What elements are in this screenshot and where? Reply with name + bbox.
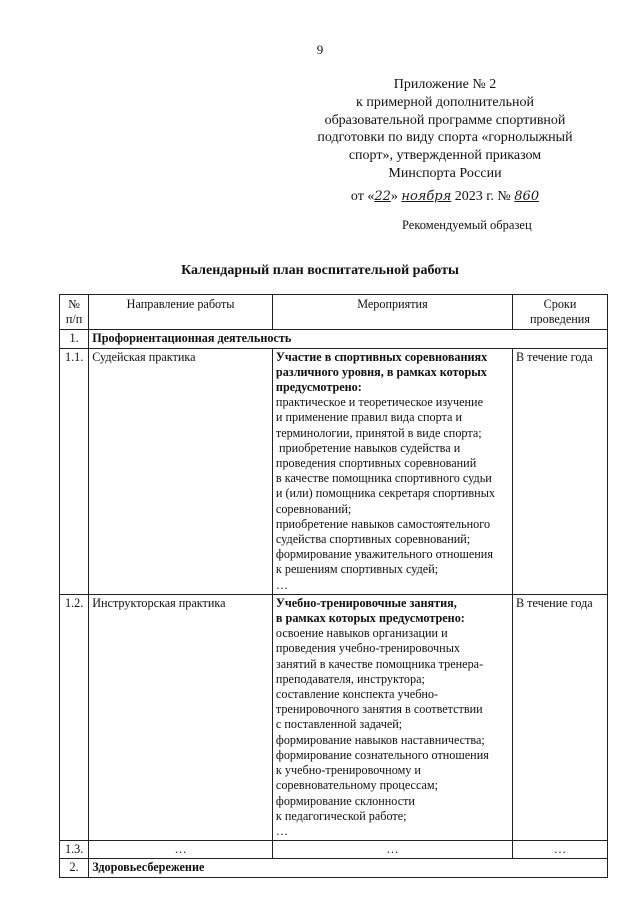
event-line: в качестве помощника спортивного судьи bbox=[275, 471, 492, 486]
event-line: формирование навыков наставничества; bbox=[275, 732, 485, 747]
event-line: к учебно-тренировочному и bbox=[275, 763, 421, 778]
order-month-handwritten: ноября bbox=[401, 189, 452, 204]
row-direction: Инструкторская практика bbox=[89, 594, 273, 840]
event-line: приобретение навыков судейства и bbox=[275, 440, 461, 455]
appendix-block bbox=[300, 76, 590, 183]
event-line: практическое и теоретическое изучение bbox=[275, 395, 483, 410]
event-line: формирование уважительного отношения bbox=[275, 547, 493, 562]
row-terms: … bbox=[512, 841, 607, 859]
event-heading-line: различного уровня, в рамках которых bbox=[275, 364, 487, 379]
document-title: Календарный план воспитательной работы bbox=[181, 263, 459, 278]
order-date-line bbox=[300, 189, 590, 205]
event-line: тренировочного занятия в соответствии bbox=[275, 702, 483, 717]
section-num: 2. bbox=[60, 859, 89, 877]
appendix-line: Минспорта России bbox=[388, 165, 502, 181]
appendix-line: Приложение № 2 bbox=[393, 77, 497, 92]
event-line: приобретение навыков самостоятельного bbox=[275, 516, 491, 531]
row-events: … bbox=[272, 841, 512, 859]
event-line: формирование склонности bbox=[275, 793, 415, 808]
table-row bbox=[60, 841, 608, 859]
section-row bbox=[60, 859, 608, 877]
row-direction: … bbox=[89, 841, 273, 859]
table-row bbox=[60, 594, 608, 840]
appendix-line: к примерной дополнительной bbox=[356, 94, 534, 110]
event-heading-line: Участие в спортивных соревнованиях bbox=[275, 349, 488, 364]
row-num: 1.2. bbox=[60, 594, 89, 840]
event-line: к решениям спортивных судей; bbox=[275, 562, 439, 577]
event-line: и применение правил вида спорта и bbox=[275, 410, 462, 425]
event-line: освоение навыков организации и bbox=[275, 626, 448, 641]
header-terms: Сроки проведения bbox=[512, 295, 607, 330]
page-number: 9 bbox=[316, 42, 324, 57]
appendix-line: спорт», утвержденной приказом bbox=[348, 148, 542, 164]
section-row bbox=[60, 330, 608, 348]
event-line: судейства спортивных соревнований; bbox=[275, 532, 471, 547]
appendix-line: подготовки по виду спорта «горнолыжный bbox=[317, 130, 573, 146]
event-line: и (или) помощника секретаря спортивных bbox=[275, 486, 495, 501]
event-line: к педагогической работе; bbox=[275, 808, 407, 823]
row-events bbox=[272, 594, 512, 840]
header-num: № п/п bbox=[60, 295, 89, 330]
event-line: проведения учебно-тренировочных bbox=[275, 641, 460, 656]
header-events: Мероприятия bbox=[272, 295, 512, 330]
table-row bbox=[60, 348, 608, 594]
row-num: 1.3. bbox=[60, 841, 89, 859]
section-num: 1. bbox=[60, 330, 89, 348]
order-day-handwritten: 22 bbox=[374, 189, 391, 204]
event-line: соревновательному процессам; bbox=[275, 778, 439, 793]
order-mid1: » bbox=[390, 189, 402, 204]
event-line: с поставленной задачей; bbox=[275, 717, 403, 732]
event-line: формирование сознательного отношения bbox=[275, 747, 489, 762]
event-line: … bbox=[275, 577, 289, 592]
event-line: соревнований; bbox=[275, 501, 352, 516]
event-heading-line: в рамках которых предусмотрено: bbox=[275, 611, 465, 626]
order-number-handwritten: 860 bbox=[514, 189, 540, 204]
event-line: терминологии, принятой в виде спорта; bbox=[275, 425, 482, 440]
event-line: … bbox=[275, 823, 289, 838]
section-label: Профориентационная деятельность bbox=[89, 330, 608, 348]
event-line: преподавателя, инструктора; bbox=[275, 671, 425, 686]
plan-table bbox=[59, 294, 608, 878]
event-heading-line: предусмотрено: bbox=[275, 380, 362, 395]
row-events bbox=[272, 348, 512, 594]
header-direction: Направление работы bbox=[89, 295, 273, 330]
row-terms: В течение года bbox=[512, 594, 607, 840]
sample-label: Рекомендуемый образец bbox=[402, 218, 532, 232]
row-direction: Судейская практика bbox=[89, 348, 273, 594]
table-header-row bbox=[60, 295, 608, 330]
event-heading-line: Учебно-тренировочные занятия, bbox=[275, 595, 457, 610]
order-mid2: 2023 г. № bbox=[451, 189, 515, 204]
event-line: составление конспекта учебно- bbox=[275, 687, 439, 702]
section-label: Здоровьесбережение bbox=[89, 859, 608, 877]
row-num: 1.1. bbox=[60, 348, 89, 594]
order-prefix: от « bbox=[350, 189, 375, 204]
row-terms: В течение года bbox=[512, 348, 607, 594]
appendix-line: образовательной программе спортивной bbox=[324, 112, 566, 128]
event-line: проведения спортивных соревнований bbox=[275, 456, 477, 471]
event-line: занятий в качестве помощника тренера- bbox=[275, 656, 484, 671]
